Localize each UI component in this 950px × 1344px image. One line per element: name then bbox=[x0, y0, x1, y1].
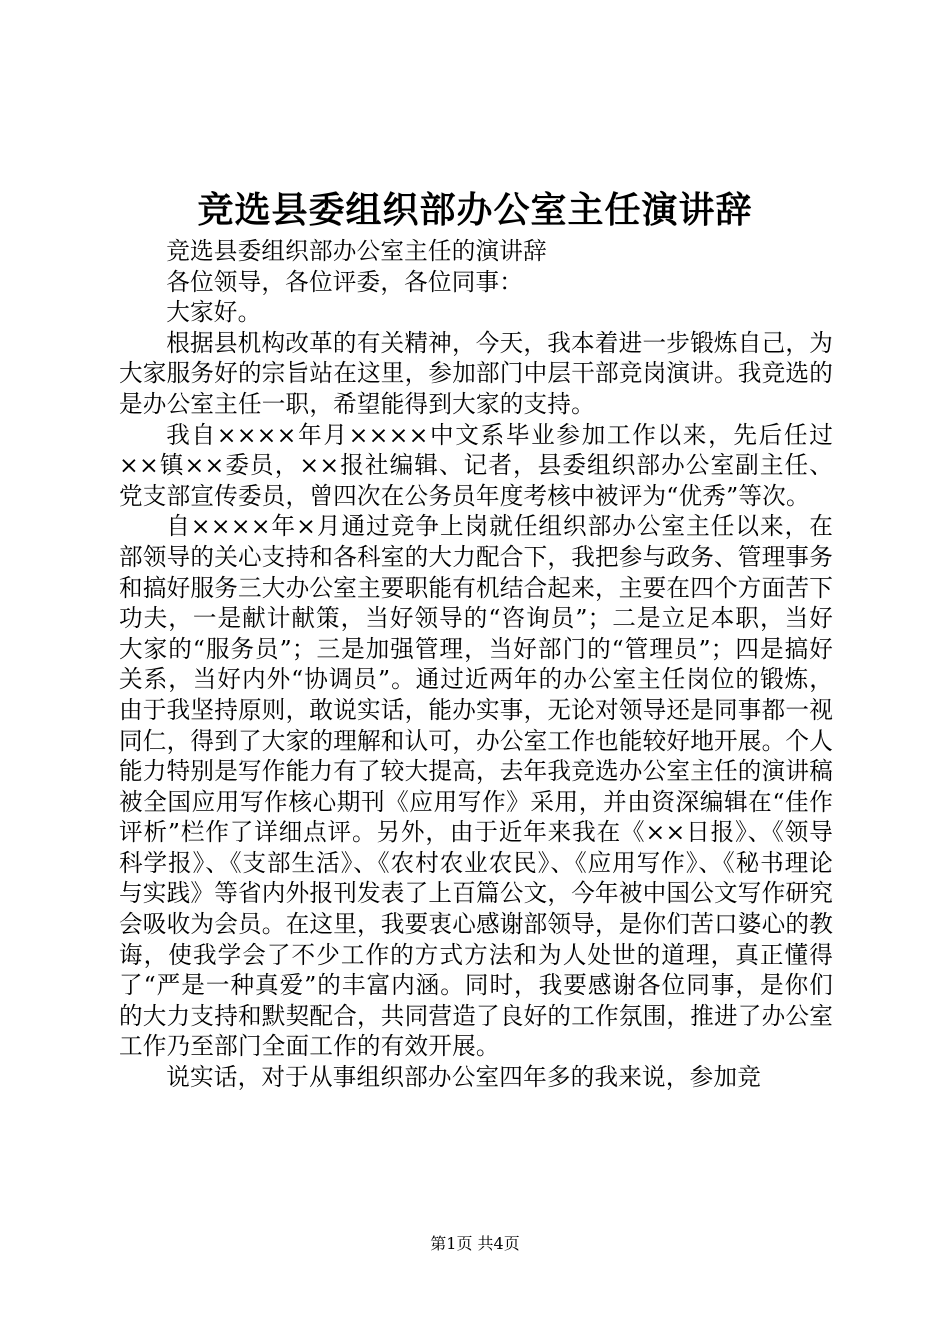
document-body bbox=[119, 236, 833, 1093]
paragraph: 根据县机构改革的有关精神，今天，我本着进一步锻炼自己，为大家服务好的宗旨站在这里，参加部门中层干部竞岗演讲。我竞选的是办公室主任一职，希望能得到大家的支持。 bbox=[119, 328, 833, 418]
paragraph: 自××××年×月通过竞争上岗就任组织部办公室主任以来，在部领导的关心支持和各科室的大力配合下，我把参与政务、管理事务和搞好服务三大办公室主要职能有机结合起来，主要在四个方面苦下功夫，一是献计献策，当好领导的“咨询员”；二是立足本职，当好大家的“服务员”；三是加强管理，当好部门的“管理员”；四是搞好关系，当好内外“协调员”。通过近两年的办公室主任岗位的锻炼，由于我坚持原则，敢说实话，能办实事，无论对领导还是同事都一视同仁，得到了大家的理解和认可，办公室工作也能较好地开展。个人能力特别是写作能力有了较大提高，去年我竞选办公室主任的演讲稿被全国应用写作核心期刊《应用写作》采用，并由资深编辑在“佳作评析”栏作了详细点评。另外，由于近年来我在《××日报》、《领导科学报》、《支部生活》、《农村农业农民》、《应用写作》、《秘书理论与实践》等省内外报刊发表了上百篇公文，今年被中国公文写作研究会吸收为会员。在这里，我要衷心感谢部领导，是你们苦口婆心的教诲，使我学会了不少工作的方式方法和为人处世的道理，真正懂得了“严是一种真爱”的丰富内涵。同时，我要感谢各位同事，是你们的大力支持和默契配合，共同营造了良好的工作氛围，推进了办公室工作乃至部门全面工作的有效开展。 bbox=[119, 512, 833, 1061]
paragraph-subtitle: 竞选县委组织部办公室主任的演讲辞 bbox=[166, 237, 547, 265]
paragraph: 说实话，对于从事组织部办公室四年多的我来说，参加竞 bbox=[166, 1063, 762, 1092]
paragraph: 我自××××年月××××中文系毕业参加工作以来，先后任过××镇××委员，××报社编辑、记者，县委组织部办公室副主任、党支部宣传委员，曾四次在公务员年度考核中被评为“优秀”等次。 bbox=[119, 420, 833, 510]
page-number: 第1页 共4页 bbox=[430, 1234, 520, 1253]
paragraph-salutation: 各位领导，各位评委，各位同事： bbox=[166, 267, 524, 296]
paragraph-greeting: 大家好。 bbox=[166, 298, 262, 327]
document-title: 竞选县委组织部办公室主任演讲辞 bbox=[197, 189, 753, 231]
